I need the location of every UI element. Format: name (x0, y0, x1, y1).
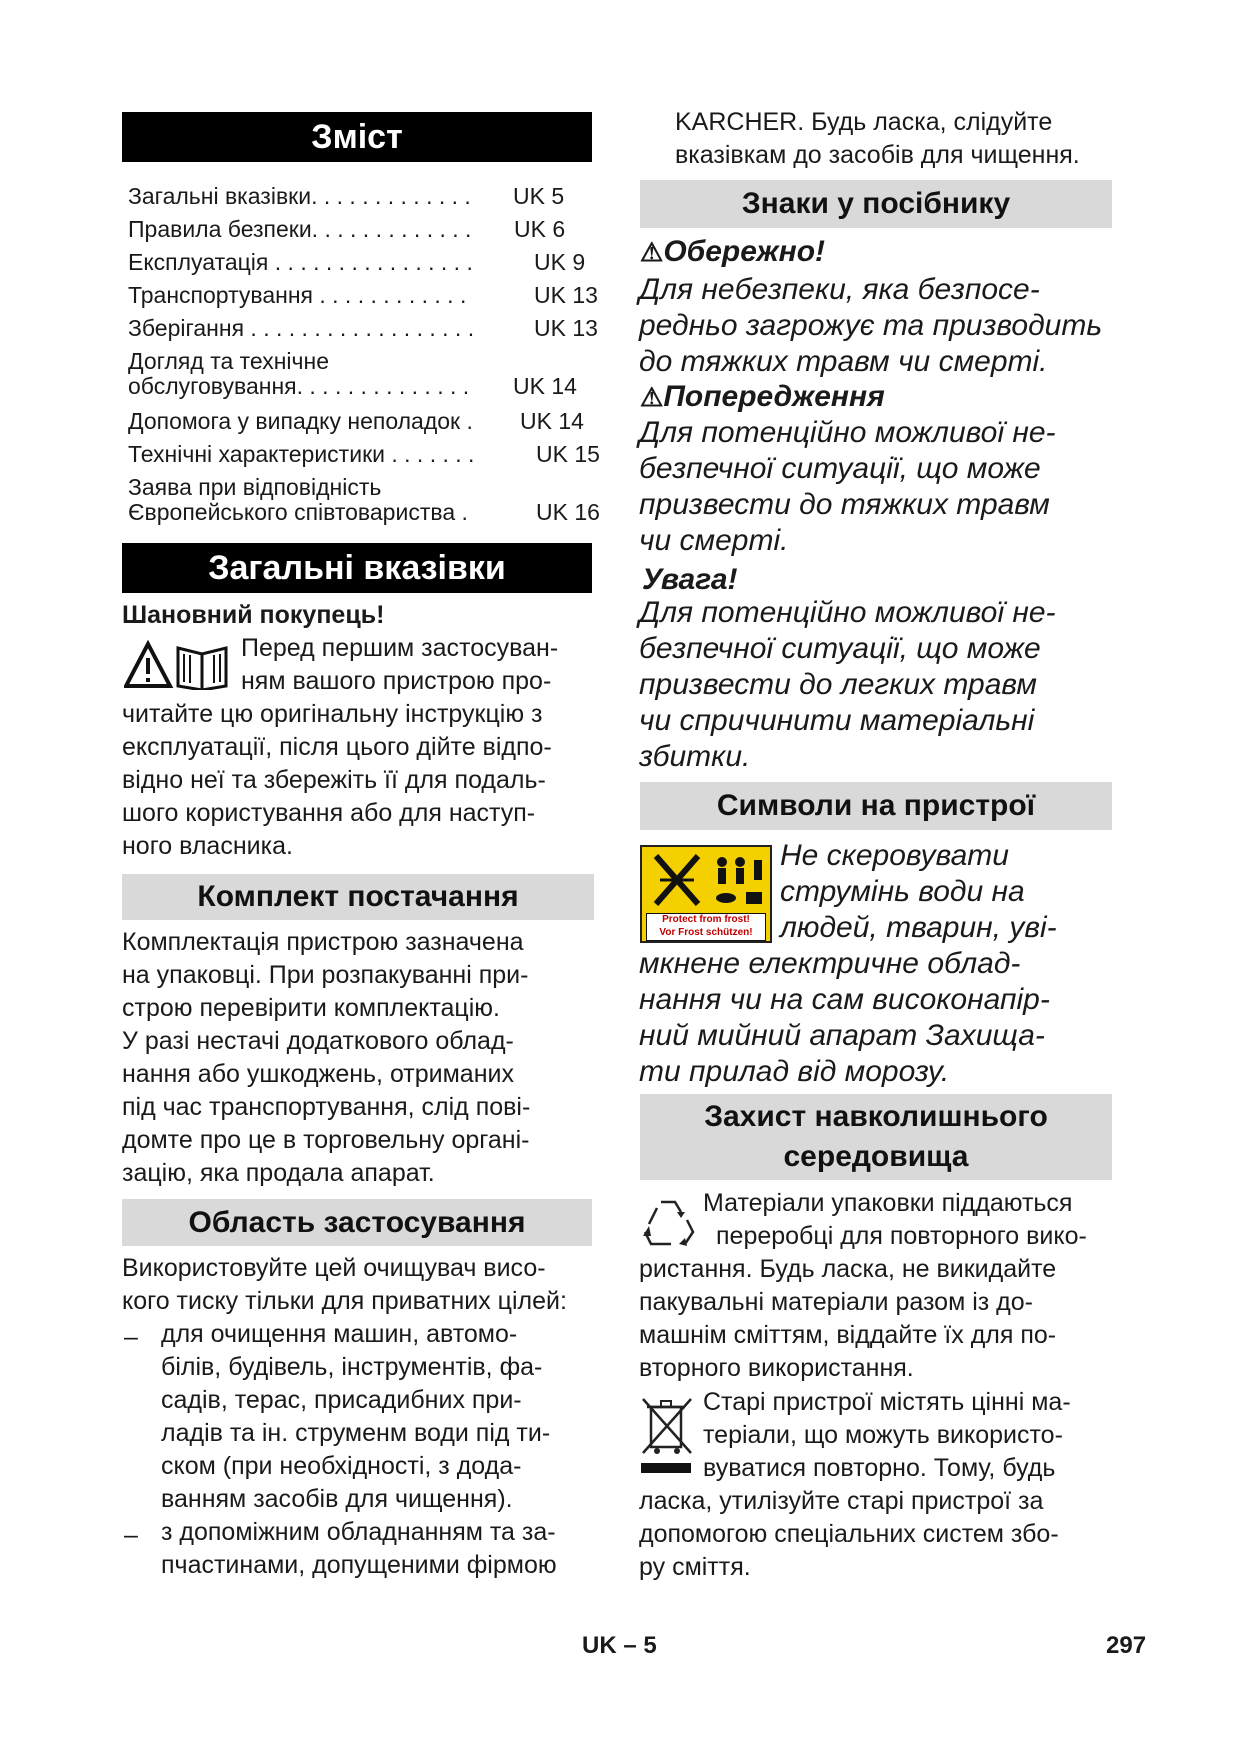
toc-label: Експлуатація . . . . . . . . . . . . . . . . (128, 249, 473, 275)
bullet-line: ском (при необхідності, з дода- (161, 1452, 522, 1480)
toc-page: UK 15 (536, 441, 600, 467)
warning-triangle-icon: ⚠ (640, 382, 664, 412)
toc-page: UK 13 (534, 282, 598, 308)
weee-line: ру сміття. (639, 1553, 751, 1581)
usage-line: кого тиску тільки для приватних цілей: (122, 1287, 567, 1315)
bullet-dash: – (124, 1521, 138, 1549)
toc-page: UK 6 (514, 216, 566, 242)
general-title: Загальні вказівки (122, 543, 592, 593)
recycle-line: пакувальні матеріали разом із до- (639, 1288, 1033, 1316)
recycle-line: машнім сміттям, віддайте їх для по- (639, 1321, 1057, 1349)
toc-page: UK 16 (536, 499, 600, 525)
caution-line: чи спричинити матеріальні (639, 704, 1035, 737)
general-line: Перед першим застосуван- (241, 634, 559, 662)
warning-heading: ⚠Попередження (640, 380, 885, 413)
delivery-line: на упаковці. При розпакуванні при- (122, 961, 529, 989)
bullet-line: білів, будівель, інструментів, фа- (161, 1353, 543, 1381)
usage-continued-line: KARCHER. Будь ласка, слідуйте (675, 108, 1053, 136)
weee-line: теріали, що можуть використо- (703, 1421, 1063, 1449)
usage-continued-line: вказівкам до засобів для чищення. (675, 141, 1080, 169)
usage-line: Використовуйте цей очищувач висо- (122, 1254, 546, 1282)
toc-label: Зберігання . . . . . . . . . . . . . . . . . . (128, 315, 475, 341)
caution-line: збитки. (639, 740, 751, 773)
caution-line: безпечної ситуації, що може (639, 632, 1041, 665)
symbols-line: ний мийний апарат Захища- (639, 1019, 1045, 1052)
usage-title: Область застосування (122, 1199, 592, 1246)
caution-line: Для потенційно можливої не- (639, 596, 1056, 629)
toc-page: UK 14 (520, 408, 584, 434)
toc-label: Догляд та технічне (128, 348, 330, 374)
symbols-line: струмінь води на (780, 875, 1025, 908)
warning-line: призвести до тяжких травм (639, 488, 1050, 521)
toc-label: Правила безпеки. . . . . . . . . . . . . (128, 216, 472, 242)
no-spray-icon (646, 850, 766, 912)
footer-page-number: 297 (1106, 1632, 1147, 1659)
recycle-icon (641, 1198, 695, 1248)
delivery-line: строю перевірити комплектацію. (122, 994, 500, 1022)
recycle-line: вторного використання. (639, 1354, 914, 1382)
bullet-line: садів, терас, присадибних при- (161, 1386, 522, 1414)
caution-line: призвести до легких травм (639, 668, 1037, 701)
toc-page: UK 9 (534, 249, 586, 275)
general-line: читайте цю оригінальну інструкцію з (122, 700, 543, 728)
recycle-line: переробці для повторного вико- (716, 1222, 1087, 1250)
bullet-line: ладів та ін. струменм води під ти- (161, 1419, 551, 1447)
recycle-line: ристання. Будь ласка, не викидайте (639, 1255, 1057, 1283)
danger-heading: ⚠Обережно! (640, 235, 826, 268)
weee-line: допомогою спеціальних систем збо- (639, 1520, 1059, 1548)
warning-line: безпечної ситуації, що може (639, 452, 1041, 485)
general-line: ням вашого пристрою про- (241, 667, 552, 695)
delivery-line: зацію, яка продала апарат. (122, 1159, 435, 1187)
symbols-line: людей, тварин, уві- (780, 911, 1057, 944)
environment-title (640, 1094, 1112, 1180)
danger-line: редньо загрожує та призводить (639, 309, 1103, 342)
environment-title-2: середовища (783, 1140, 969, 1173)
environment-title-1: Захист навколишнього (704, 1100, 1048, 1133)
bullet-dash: – (124, 1323, 138, 1351)
weee-line: вуватися повторно. Тому, будь (703, 1454, 1056, 1482)
caution-heading: Увага! (642, 563, 738, 596)
recycle-line: Матеріали упаковки піддаються (703, 1189, 1073, 1217)
toc-label: Заява при відповідність (128, 474, 382, 500)
danger-line: Для небезпеки, яка безпосе- (639, 273, 1040, 306)
read-manual-icon (124, 640, 230, 690)
signs-title: Знаки у посібнику (640, 180, 1112, 228)
weee-bin-icon (641, 1395, 693, 1475)
danger-line: до тяжких травм чи смерті. (639, 345, 1048, 378)
toc-label: обслуговування. . . . . . . . . . . . . . (128, 373, 470, 399)
general-line: ного власника. (122, 832, 293, 860)
symbols-line: ти прилад від морозу. (639, 1055, 950, 1088)
delivery-line: У разі нестачі додаткового облад- (122, 1027, 514, 1055)
device-label-icon (640, 845, 772, 943)
symbols-title: Символи на пристрої (640, 782, 1112, 830)
bullet-line: з допоміжним обладнанням та за- (161, 1518, 556, 1546)
footer-section-page: UK – 5 (582, 1632, 657, 1659)
symbols-line: Не скеровувати (780, 839, 1009, 872)
toc-label: Допомога у випадку неполадок . (128, 408, 473, 434)
toc-page: UK 13 (534, 315, 598, 341)
weee-line: ласка, утилізуйте старі пристрої за (639, 1487, 1044, 1515)
label-text-de: Vor Frost schützen! (659, 927, 753, 938)
toc-page: UK 5 (513, 183, 565, 209)
general-line: відно неї та збережіть її для подаль- (122, 766, 546, 794)
general-line: експлуатації, після цього дійте відпо- (122, 733, 552, 761)
delivery-title: Комплект постачання (122, 874, 594, 920)
warning-line: Для потенційно можливої не- (639, 416, 1056, 449)
symbols-line: нання чи на сам високонапір- (639, 983, 1050, 1016)
toc-label: Загальні вказівки. . . . . . . . . . . . . (128, 183, 471, 209)
delivery-line: домте про це в торговельну органі- (122, 1126, 530, 1154)
toc-label: Транспортування . . . . . . . . . . . . (128, 282, 467, 308)
label-text-en: Protect from frost! (662, 914, 750, 925)
toc-page: UK 14 (513, 373, 577, 399)
toc-label: Технічні характеристики . . . . . . . (128, 441, 475, 467)
toc-label: Європейського співтовариства . (128, 499, 468, 525)
delivery-line: нання або ушкоджень, отриманих (122, 1060, 514, 1088)
general-line: шого користування або для наступ- (122, 799, 536, 827)
delivery-line: Комплектація пристрою зазначена (122, 928, 524, 956)
bullet-line: ванням засобів для чищення). (161, 1485, 513, 1513)
warning-line: чи смерті. (639, 524, 789, 557)
bullet-line: для очищення машин, автомо- (161, 1320, 518, 1348)
weee-line: Старі пристрої містять цінні ма- (703, 1388, 1071, 1416)
toc-title: Зміст (122, 112, 592, 162)
delivery-line: під час транспортування, слід пові- (122, 1093, 531, 1121)
bullet-line: пчастинами, допущеними фірмою (161, 1551, 557, 1579)
warning-triangle-icon: ⚠ (640, 237, 664, 267)
dear-customer: Шановний покупець! (122, 601, 385, 629)
symbols-line: мкнене електричне облад- (639, 947, 1021, 980)
